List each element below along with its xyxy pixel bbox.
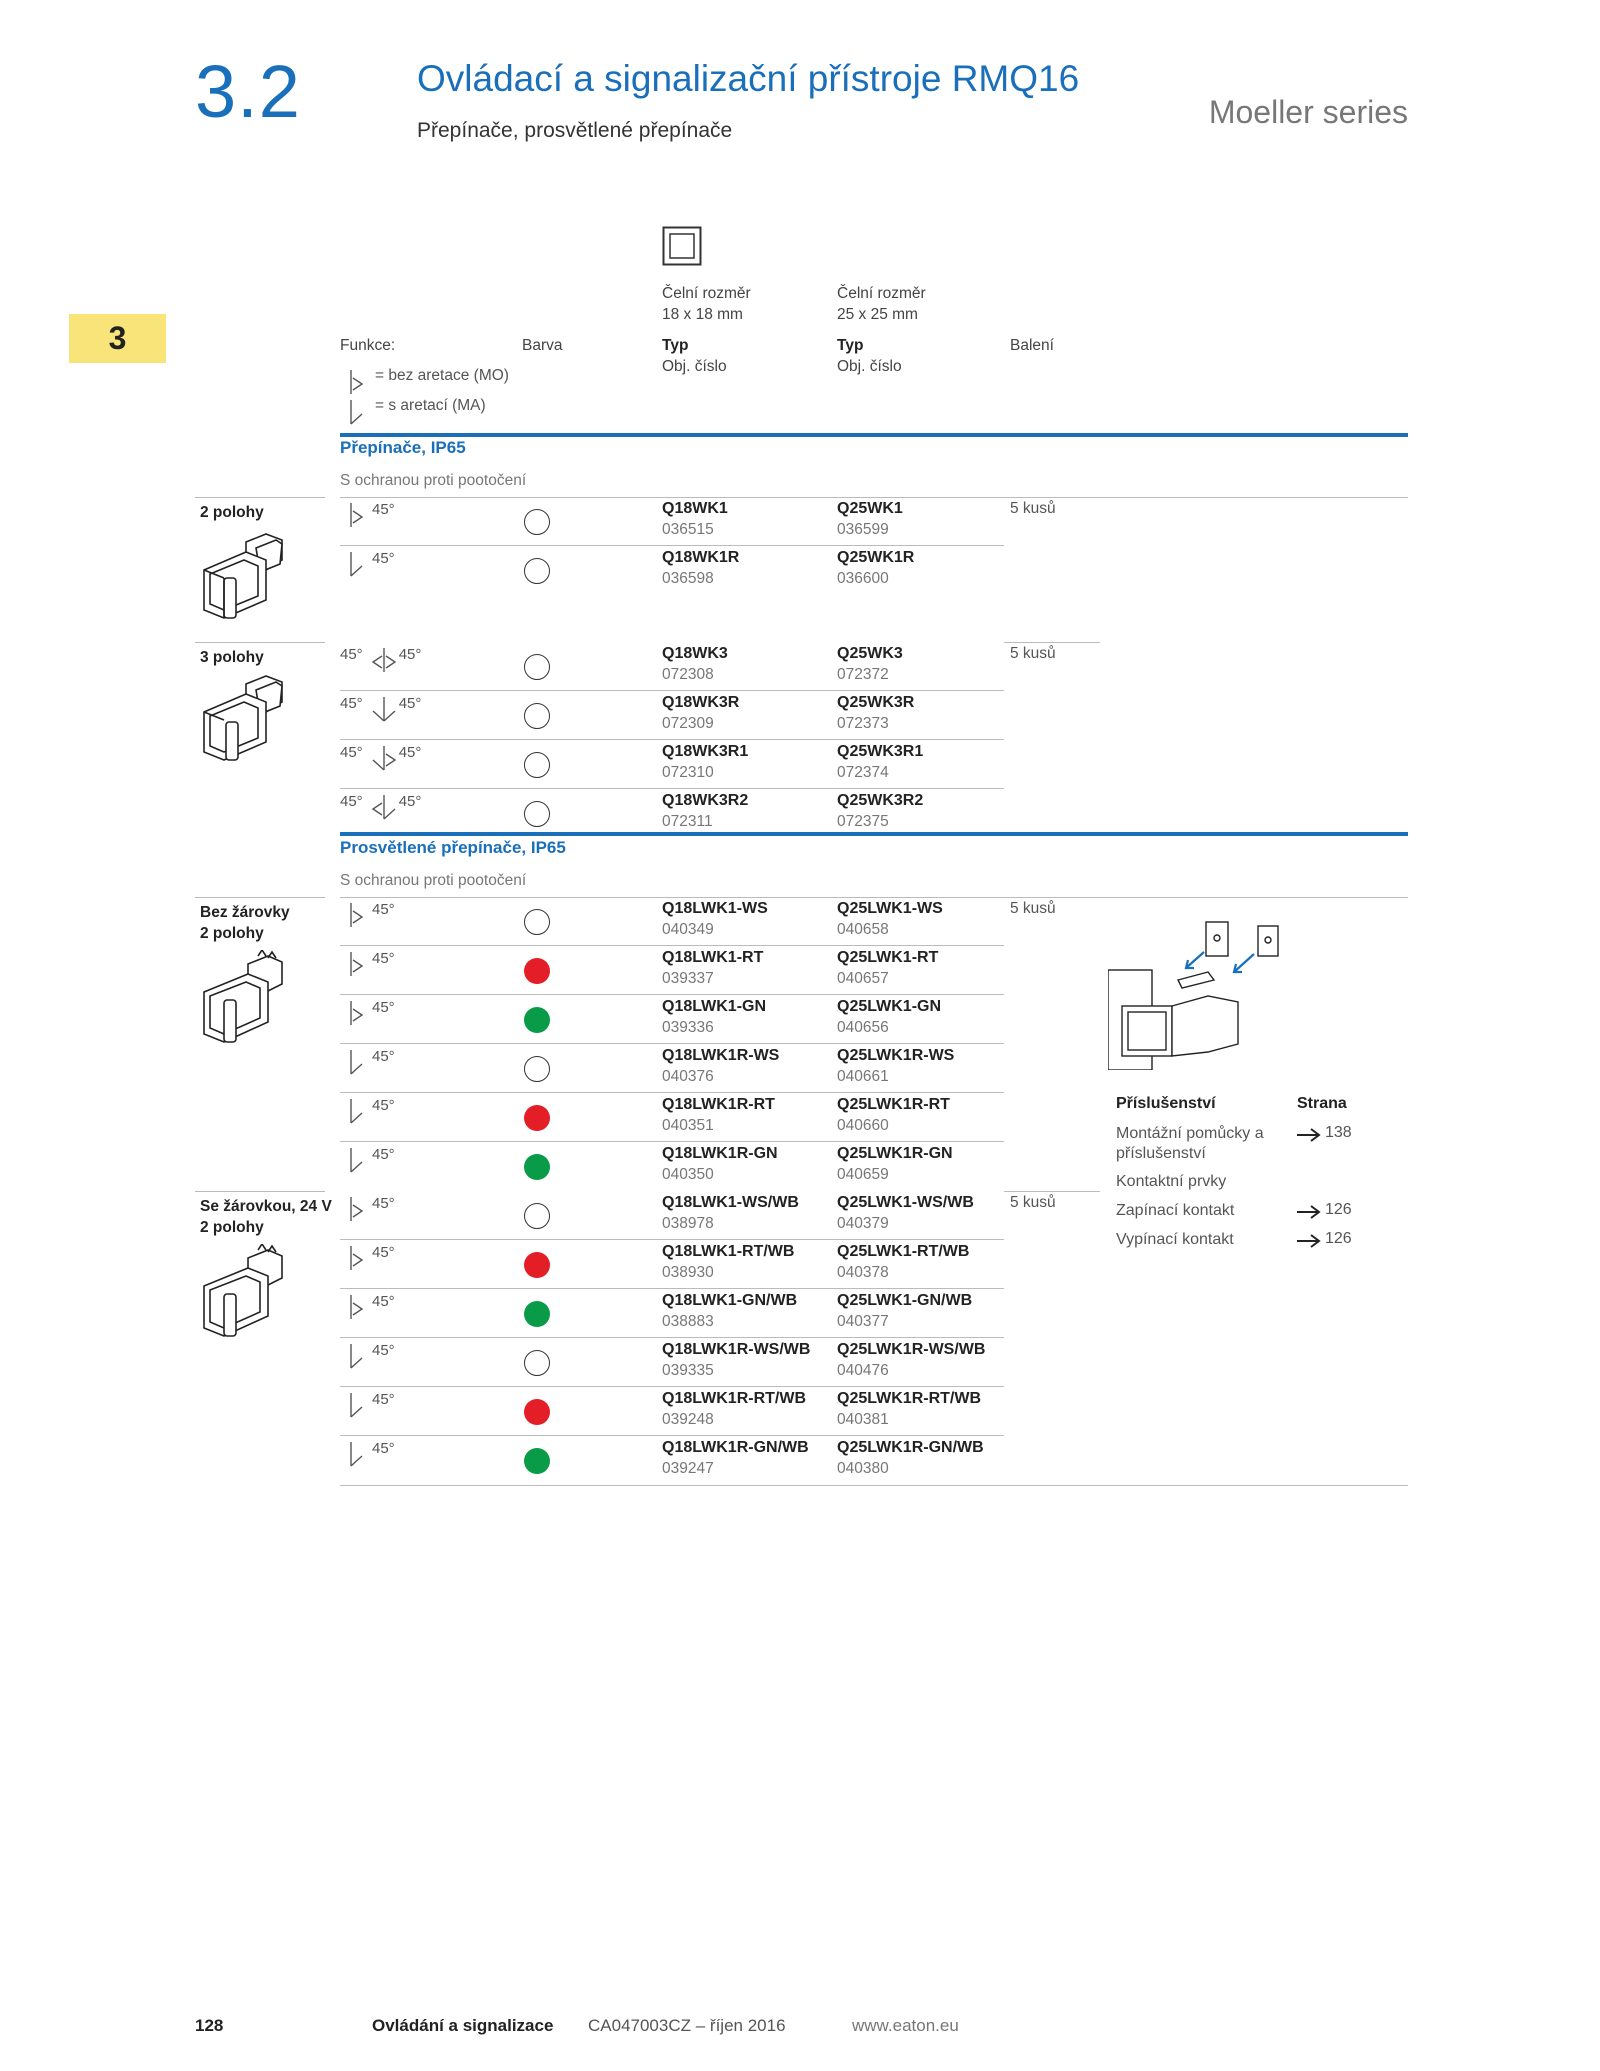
order-number25: 040661: [837, 1068, 889, 1085]
type18: Q18LWK1R-RT: [662, 1096, 775, 1113]
footer-chapter: Ovládání a signalizace: [372, 2016, 554, 2035]
order-number18: 036598: [662, 570, 714, 587]
table-row: [340, 1289, 1004, 1338]
color-red-dot: [524, 958, 550, 984]
order-number18: 040376: [662, 1068, 714, 1085]
color-green-dot: [524, 1154, 550, 1180]
order-number25: 040377: [837, 1313, 889, 1330]
baleni-rule: [1004, 642, 1100, 643]
table-row: [340, 897, 1056, 946]
page-subtitle: Přepínače, prosvětlené přepínače: [417, 119, 733, 142]
color-white-dot: [524, 1350, 550, 1376]
function-symbol: [340, 1342, 395, 1370]
angle-left: 45°: [340, 793, 363, 810]
order-number25: 072374: [837, 764, 889, 781]
order-number25: 040380: [837, 1460, 889, 1477]
type25: Q25WK1: [837, 500, 903, 517]
col-baleni: Balení: [1010, 337, 1054, 354]
angle-left: 45°: [340, 695, 363, 712]
group-label-se-zarovkou: Se žárovkou, 24 V: [200, 1198, 332, 1215]
color-white-dot: [524, 558, 550, 584]
angle-label: 45°: [372, 1146, 395, 1163]
angle-label: 45°: [372, 1391, 395, 1408]
col-barva: Barva: [522, 337, 563, 354]
order-number18: 072310: [662, 764, 714, 781]
table-row: [340, 1044, 1004, 1093]
order-number18: 039248: [662, 1411, 714, 1428]
color-red-dot: [524, 1399, 550, 1425]
illuminated-switch-image: [196, 1244, 286, 1354]
rotary-switch-image: [196, 530, 286, 635]
angle-label: 45°: [372, 999, 395, 1016]
order-number18: 040350: [662, 1166, 714, 1183]
maintained-symbol-icon: [348, 1440, 366, 1468]
momentary-symbol-icon: [348, 1244, 366, 1272]
angle-right: 45°: [398, 793, 422, 810]
type25: Q25LWK1R-RT: [837, 1096, 950, 1113]
table-row: [340, 1436, 1004, 1485]
col-obj25: Obj. číslo: [837, 358, 902, 375]
order-number25: 040381: [837, 1411, 889, 1428]
type18: Q18LWK1-WS: [662, 900, 768, 917]
function-symbol: [340, 1293, 395, 1321]
function-symbol: [340, 1146, 395, 1174]
size25-dim: 25 x 25 mm: [837, 306, 918, 323]
table-end-rule: [340, 1485, 1408, 1486]
momentary-symbol-icon: [348, 901, 366, 929]
angle-label: 45°: [372, 1244, 395, 1261]
section-number: 3.2: [195, 50, 301, 133]
type25: Q25LWK1-GN/WB: [837, 1292, 973, 1309]
packaging: 5 kusů: [1010, 645, 1056, 662]
order-number25: 040657: [837, 970, 889, 987]
type18: Q18LWK1R-WS/WB: [662, 1341, 811, 1358]
legend-mo-icon: [348, 368, 366, 396]
order-number25: 072372: [837, 666, 889, 683]
accessories-heading: Příslušenství: [1116, 1095, 1216, 1112]
angle-label: 45°: [372, 1342, 395, 1359]
section1-note: S ochranou proti pootočení: [340, 472, 527, 489]
footer-catalog: CA047003CZ – říjen 2016: [588, 2016, 786, 2035]
footer-page-number: 128: [195, 2016, 224, 2035]
angle-label: 45°: [372, 1195, 395, 1212]
col-typ18: Typ: [662, 337, 689, 354]
order-number25: 072373: [837, 715, 889, 732]
order-number18: 039247: [662, 1460, 714, 1477]
type18: Q18LWK1R-GN: [662, 1145, 778, 1162]
function-symbol: [340, 695, 421, 723]
type25: Q25LWK1-GN: [837, 998, 942, 1015]
section1-title: Přepínače, IP65: [340, 438, 466, 457]
page-title: Ovládací a signalizační přístroje RMQ16: [417, 58, 1080, 99]
angle-right: 45°: [398, 744, 422, 761]
table-row: [340, 1387, 1004, 1436]
col-obj18: Obj. číslo: [662, 358, 727, 375]
packaging: 5 kusů: [1010, 1194, 1056, 1211]
type25: Q25LWK1-RT/WB: [837, 1243, 970, 1260]
type25: Q25WK3: [837, 645, 903, 662]
type25: Q25LWK1R-WS/WB: [837, 1341, 986, 1358]
function-symbol: [340, 744, 421, 772]
order-number18: 038930: [662, 1264, 714, 1281]
type25: Q25WK3R1: [837, 743, 924, 760]
arrow-right-icon: [1296, 1128, 1322, 1142]
footer-url[interactable]: www.eaton.eu: [852, 2016, 959, 2035]
table-row: [340, 789, 1004, 838]
accessory-zapinaci-page[interactable]: 126: [1325, 1201, 1352, 1218]
type18: Q18WK1: [662, 500, 728, 517]
three-pos-r1-icon: [369, 744, 399, 772]
order-number18: 040349: [662, 921, 714, 938]
momentary-symbol-icon: [348, 501, 366, 529]
color-green-dot: [524, 1448, 550, 1474]
table-row: [340, 691, 1004, 740]
group-label-bez-zarovky: Bez žárovky: [200, 904, 290, 921]
maintained-symbol-icon: [348, 1391, 366, 1419]
table-row: [340, 1191, 1056, 1240]
order-number18: 039336: [662, 1019, 714, 1036]
maintained-symbol-icon: [348, 1097, 366, 1125]
section1-rule: [340, 433, 1408, 437]
angle-label: 45°: [372, 1048, 395, 1065]
type25: Q25WK1R: [837, 549, 915, 566]
type18: Q18WK3: [662, 645, 728, 662]
momentary-symbol-icon: [348, 950, 366, 978]
function-symbol: [340, 950, 395, 978]
function-symbol: [340, 501, 395, 529]
legend-ma-icon: [348, 398, 366, 426]
type18: Q18LWK1-GN: [662, 998, 767, 1015]
accessory-montazni: Montážní pomůcky a příslušenství: [1116, 1125, 1264, 1162]
series-label: Moeller series: [1208, 94, 1408, 130]
table-row: [340, 946, 1004, 995]
order-number25: 036599: [837, 521, 889, 538]
col-typ25: Typ: [837, 337, 864, 354]
function-symbol: [340, 1195, 395, 1223]
order-number18: 036515: [662, 521, 714, 538]
size18-label: Čelní rozměr: [662, 285, 751, 302]
three-pos-momentary-icon: [369, 646, 399, 674]
order-number25: 040476: [837, 1362, 889, 1379]
order-number18: 072311: [662, 813, 713, 830]
angle-label: 45°: [372, 1097, 395, 1114]
type25: Q25LWK1R-GN: [837, 1145, 953, 1162]
type25: Q25LWK1-WS: [837, 900, 943, 917]
momentary-symbol-icon: [348, 999, 366, 1027]
function-symbol: [340, 1048, 395, 1076]
accessory-vypinaci-page[interactable]: 126: [1325, 1230, 1352, 1247]
momentary-symbol-icon: [348, 1195, 366, 1223]
order-number18: 040351: [662, 1117, 714, 1134]
packaging: 5 kusů: [1010, 900, 1056, 917]
type25: Q25LWK1R-WS: [837, 1047, 955, 1064]
group-rule: [195, 642, 325, 643]
type18: Q18LWK1R-GN/WB: [662, 1439, 809, 1456]
order-number25: 036600: [837, 570, 889, 587]
order-number25: 040658: [837, 921, 889, 938]
type25: Q25WK3R: [837, 694, 915, 711]
color-white-dot: [524, 752, 550, 778]
table-row: [340, 995, 1004, 1044]
type18: Q18LWK1R-WS: [662, 1047, 780, 1064]
table-row: [340, 642, 1056, 691]
function-symbol: [340, 550, 395, 578]
color-white-dot: [524, 909, 550, 935]
color-white-dot: [524, 654, 550, 680]
rotary-switch-image: [196, 672, 286, 777]
function-symbol: [340, 646, 421, 674]
three-pos-maintained-icon: [369, 695, 399, 723]
type18: Q18LWK1-GN/WB: [662, 1292, 798, 1309]
illuminated-switch-image: [196, 950, 286, 1060]
angle-label: 45°: [372, 1293, 395, 1310]
order-number25: 040379: [837, 1215, 889, 1232]
type18: Q18LWK1-RT: [662, 949, 764, 966]
arrow-right-icon: [1296, 1205, 1322, 1219]
function-symbol: [340, 793, 421, 821]
table-row: [340, 546, 1004, 595]
angle-label: 45°: [372, 901, 395, 918]
table-row: [340, 497, 1056, 546]
order-number25: 040659: [837, 1166, 889, 1183]
order-number25: 040660: [837, 1117, 889, 1134]
col-funkce: Funkce:: [340, 337, 396, 354]
table-row: [340, 1093, 1004, 1142]
section2-note: S ochranou proti pootočení: [340, 872, 527, 889]
angle-label: 45°: [372, 950, 395, 967]
accessory-vypinaci: Vypínací kontakt: [1116, 1231, 1234, 1248]
size18-dim: 18 x 18 mm: [662, 306, 743, 323]
accessory-kontaktni: Kontaktní prvky: [1116, 1173, 1227, 1190]
group-label-2-polohy: 2 polohy: [200, 1219, 264, 1236]
function-symbol: [340, 901, 395, 929]
momentary-symbol-icon: [348, 1293, 366, 1321]
group-label-2-polohy: 2 polohy: [200, 925, 264, 942]
angle-label: 45°: [372, 550, 395, 567]
legend-mo: = bez aretace (MO): [375, 367, 509, 384]
front-size-icon: [662, 226, 702, 266]
three-pos-r2-icon: [369, 793, 399, 821]
order-number18: 038883: [662, 1313, 714, 1330]
maintained-symbol-icon: [348, 1048, 366, 1076]
color-white-dot: [524, 1056, 550, 1082]
packaging: 5 kusů: [1010, 500, 1056, 517]
group-rule: [195, 1191, 325, 1192]
color-green-dot: [524, 1301, 550, 1327]
maintained-symbol-icon: [348, 1342, 366, 1370]
arrow-right-icon: [1296, 1234, 1322, 1248]
type18: Q18WK3R: [662, 694, 740, 711]
type18: Q18WK3R2: [662, 792, 749, 809]
type18: Q18LWK1-WS/WB: [662, 1194, 799, 1211]
type25: Q25LWK1R-GN/WB: [837, 1439, 984, 1456]
accessory-assembly-image: [1108, 910, 1286, 1070]
size25-label: Čelní rozměr: [837, 285, 926, 302]
table-row: [340, 1338, 1004, 1387]
accessory-zapinaci: Zapínací kontakt: [1116, 1202, 1235, 1219]
chapter-tab: 3: [69, 314, 166, 363]
order-number18: 072308: [662, 666, 714, 683]
order-number18: 039335: [662, 1362, 714, 1379]
color-green-dot: [524, 1007, 550, 1033]
type18: Q18WK3R1: [662, 743, 749, 760]
group-label-3-polohy: 3 polohy: [200, 649, 264, 666]
color-red-dot: [524, 1105, 550, 1131]
function-symbol: [340, 1440, 395, 1468]
group-rule: [195, 897, 325, 898]
order-number25: 072375: [837, 813, 889, 830]
color-white-dot: [524, 801, 550, 827]
legend-ma: = s aretací (MA): [375, 397, 486, 414]
section2-rule: [340, 832, 1408, 836]
angle-label: 45°: [372, 501, 395, 518]
order-number25: 040656: [837, 1019, 889, 1036]
color-white-dot: [524, 703, 550, 729]
accessory-montazni-page[interactable]: 138: [1325, 1124, 1352, 1141]
angle-left: 45°: [340, 646, 363, 663]
type18: Q18LWK1-RT/WB: [662, 1243, 795, 1260]
angle-right: 45°: [398, 646, 422, 663]
baleni-rule: [1004, 1191, 1100, 1192]
order-number18: 038978: [662, 1215, 714, 1232]
maintained-symbol-icon: [348, 1146, 366, 1174]
group-rule: [195, 497, 325, 498]
function-symbol: [340, 1097, 395, 1125]
section2-title: Prosvětlené přepínače, IP65: [340, 838, 566, 857]
function-symbol: [340, 999, 395, 1027]
type18: Q18WK1R: [662, 549, 740, 566]
type18: Q18LWK1R-RT/WB: [662, 1390, 806, 1407]
color-white-dot: [524, 1203, 550, 1229]
table-row: [340, 1142, 1004, 1191]
type25: Q25LWK1-RT: [837, 949, 939, 966]
group-label-2-polohy: 2 polohy: [200, 504, 264, 521]
angle-left: 45°: [340, 744, 363, 761]
function-symbol: [340, 1391, 395, 1419]
order-number18: 039337: [662, 970, 714, 987]
color-white-dot: [524, 509, 550, 535]
table-row: [340, 740, 1004, 789]
angle-right: 45°: [398, 695, 422, 712]
angle-label: 45°: [372, 1440, 395, 1457]
order-number25: 040378: [837, 1264, 889, 1281]
type25: Q25LWK1R-RT/WB: [837, 1390, 981, 1407]
table-row: [340, 1240, 1004, 1289]
type25: Q25LWK1-WS/WB: [837, 1194, 974, 1211]
type25: Q25WK3R2: [837, 792, 924, 809]
maintained-symbol-icon: [348, 550, 366, 578]
accessories-page-heading: Strana: [1297, 1095, 1347, 1112]
color-red-dot: [524, 1252, 550, 1278]
order-number18: 072309: [662, 715, 714, 732]
function-symbol: [340, 1244, 395, 1272]
